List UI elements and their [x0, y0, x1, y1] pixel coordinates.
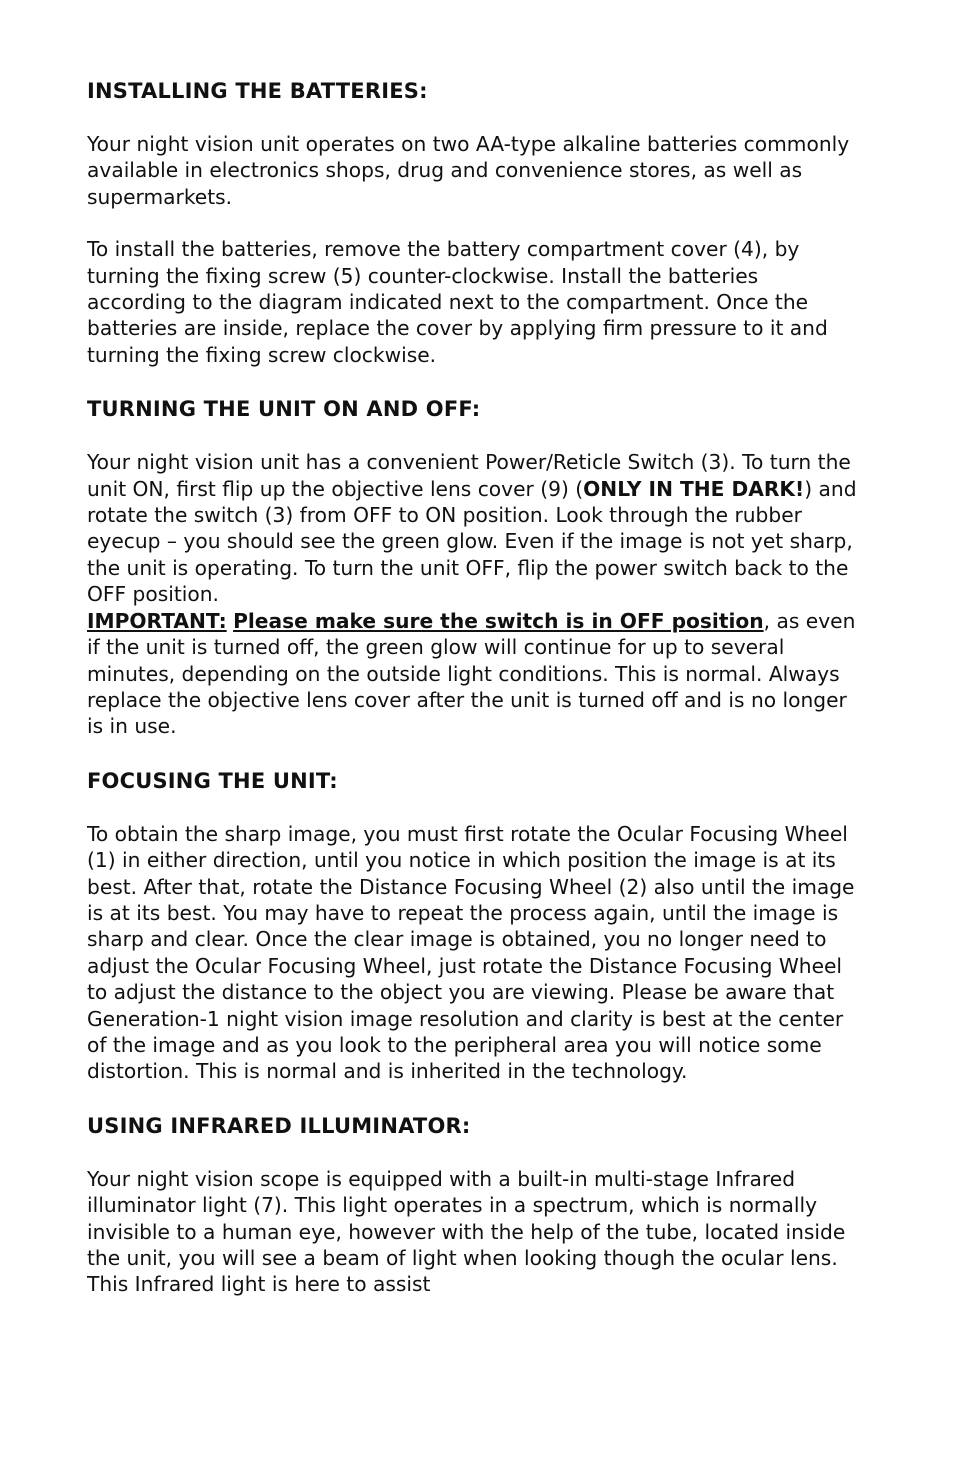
manual-page: [87, 76, 857, 1298]
section-heading-power: TURNING THE UNIT ON AND OFF:: [87, 397, 481, 422]
power-text-c: , as even if the unit is turned off, the green glow will continue for up to several minutes, depending on the outside light conditions. This is normal. Always replace the objective lens cover after the unit is turned off and is no longer is in use.: [87, 608, 856, 739]
power-text-a: Your night vision unit has a convenient Power/Reticle Switch (3). To turn the unit ON, first flip up the objective lens cover (9) (: [87, 450, 851, 501]
section-heading-infrared: USING INFRARED ILLUMINATOR:: [87, 1113, 471, 1138]
power-paragraph: [87, 449, 857, 739]
only-in-dark-warning: ONLY IN THE DARK!: [583, 476, 805, 501]
section-heading-batteries: INSTALLING THE BATTERIES:: [87, 79, 428, 103]
important-text: Please make sure the switch is in OFF position: [233, 608, 764, 633]
important-label: IMPORTANT:: [87, 608, 227, 633]
infrared-paragraph: Your night vision scope is equipped with a built-in multi-stage Infrared illuminator light (7). This light operates in a spectrum, which is normally invisible to a human eye, however with the help of the tube, located inside the unit, you will see a beam of light when looking though the ocular lens. This Infrared light is here to assist: [87, 1166, 846, 1297]
power-text-b: ) and rotate the switch (3) from OFF to ON position. Look through the rubber eyecup – you should see the green glow. Even if the image is not yet sharp, the unit is operating. To turn the unit OFF, flip the power switch back to the OFF position.: [87, 476, 857, 607]
focus-paragraph: To obtain the sharp image, you must first rotate the Ocular Focusing Wheel (1) in either direction, until you notice in which position the image is at its best. After that, rotate the Distance Focusing Wheel (2) also until the image is at its best. You may have to repeat the process again, until the image is sharp and clear. Once the clear image is obtained, you no longer need to adjust the Ocular Focusing Wheel, just rotate the Distance Focusing Wheel to adjust the distance to the object you are viewing. Please be aware that Generation-1 night vision image resolution and clarity is best at the center of the image and as you look to the peripheral area you will notice some distortion. This is normal and is inherited in the technology.: [87, 821, 855, 1084]
batteries-paragraph-1: Your night vision unit operates on two AA-type alkaline batteries commonly available in electronics shops, drug and convenience stores, as well as supermarkets.: [87, 132, 850, 209]
section-heading-focus: FOCUSING THE UNIT:: [87, 768, 338, 793]
batteries-paragraph-2: To install the batteries, remove the battery compartment cover (4), by turning the fixing screw (5) counter-clockwise. Install the batteries according to the diagram indicated next to the compartment. Once the batteries are inside, replace the cover by applying firm pressure to it and turning the fixing screw clockwise.: [87, 237, 828, 367]
